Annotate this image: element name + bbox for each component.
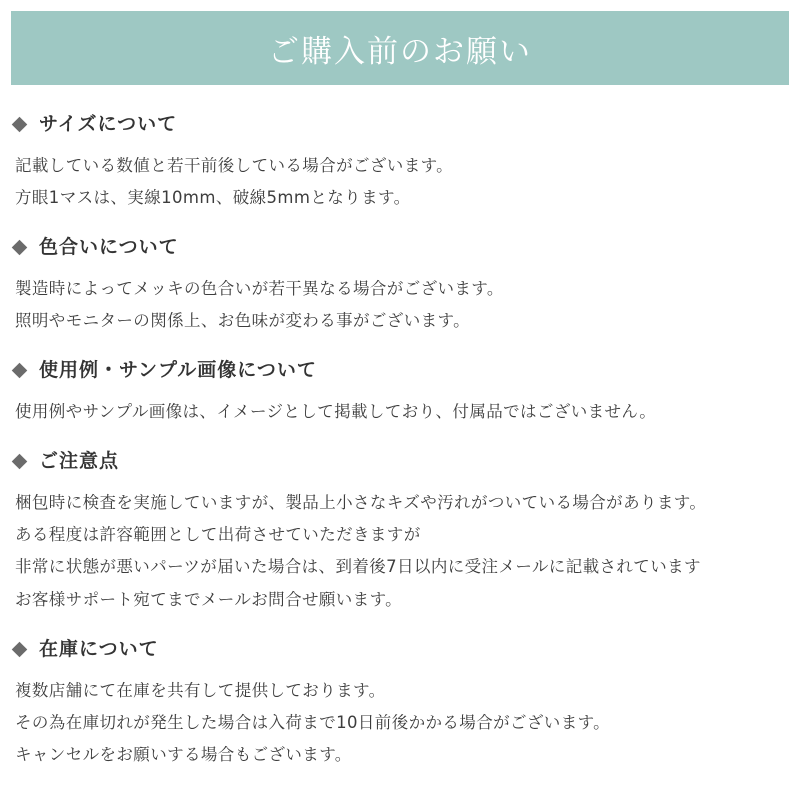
body-line: その為在庫切れが発生した場合は入荷まで10日前後かかる場合がございます。 (15, 712, 611, 732)
body-line: お客様サポート宛てまでメールお問合せ願います。 (15, 589, 403, 609)
body-line: 製造時によってメッキの色合いが若干異なる場合がございます。 (15, 278, 504, 298)
body-line: 複数店舗にて在庫を共有して提供しております。 (15, 680, 386, 700)
notice-section-sample-image (14, 359, 786, 428)
section-body (15, 487, 786, 616)
section-heading (14, 450, 786, 473)
section-heading-label: ご注意点 (39, 450, 120, 473)
body-line: キャンセルをお願いする場合もございます。 (15, 744, 352, 764)
diamond-icon (12, 117, 28, 133)
section-body (15, 150, 786, 214)
notice-section-stock (14, 638, 786, 771)
section-body (15, 396, 786, 428)
diamond-icon (12, 363, 28, 379)
body-line: 使用例やサンプル画像は、イメージとして掲載しており、付属品ではございません。 (15, 402, 657, 422)
notice-section-color (14, 236, 786, 337)
diamond-icon (12, 641, 28, 657)
section-heading (14, 638, 786, 661)
section-body (15, 273, 786, 337)
notice-page (0, 11, 800, 811)
diamond-icon (12, 454, 28, 470)
notice-section-size (14, 113, 786, 214)
diamond-icon (12, 240, 28, 256)
body-line: 方眼1マスは、実線10mm、破線5mmとなります。 (15, 187, 411, 207)
body-line: 梱包時に検査を実施していますが、製品上小さなキズや汚れがついている場合があります。 (15, 493, 707, 513)
body-line: 記載している数値と若干前後している場合がございます。 (15, 155, 454, 175)
section-heading (14, 113, 786, 136)
notice-section-cautions (14, 450, 786, 615)
notice-content (0, 113, 800, 771)
page-banner (11, 11, 789, 85)
body-line: 照明やモニターの関係上、お色味が変わる事がございます。 (15, 311, 470, 331)
section-heading-label: 色合いについて (39, 236, 179, 259)
section-heading-label: 在庫について (39, 637, 159, 660)
section-heading (14, 236, 786, 259)
body-line: ある程度は許容範囲として出荷させていただきますが (15, 525, 421, 545)
section-heading (14, 359, 786, 382)
page-title: ご購入前のお願い (268, 33, 532, 70)
section-heading-label: 使用例・サンプル画像について (39, 359, 317, 382)
section-heading-label: サイズについて (39, 113, 178, 135)
body-line: 非常に状態が悪いパーツが届いた場合は、到着後7日以内に受注メールに記載されています (15, 557, 701, 577)
section-body (15, 675, 786, 772)
